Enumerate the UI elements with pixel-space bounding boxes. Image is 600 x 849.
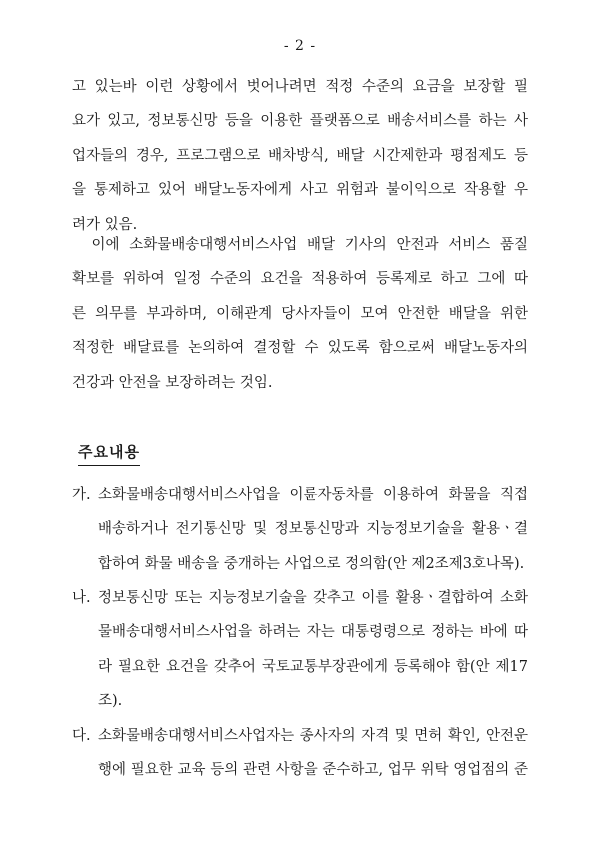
text-line: 배송하거나 전기통신망 및 정보통신망과 지능정보기술을 활용ㆍ결	[98, 521, 528, 538]
text-line: 조).	[98, 693, 123, 710]
text-line: 라 필요한 요건을 갖추어 국토교통부장관에게 등록해야 함(안 제17	[98, 658, 528, 675]
text-line: 적정한 배달료를 논의하여 결정할 수 있도록 함으로써 배달노동자의	[72, 340, 528, 357]
text-line: 건강과 안전을 보장하려는 것임.	[72, 374, 273, 391]
text-line: 확보를 위하여 일정 수준의 요건을 적용하여 등록제로 하고 그에 따	[72, 271, 528, 288]
list-item	[72, 719, 528, 788]
text-line: 합하여 화물 배송을 중개하는 사업으로 정의함(안 제2조제3호나목).	[98, 555, 525, 572]
item-marker: 가.	[72, 487, 91, 503]
text-line: 을 통제하고 있어 배달노동자에게 사고 위험과 불이익으로 작용할 우	[72, 182, 528, 199]
list-item	[72, 478, 528, 581]
text-line: 물배송대행서비스사업을 하려는 자는 대통령령으로 정하는 바에 따	[98, 624, 528, 641]
page-number: - 2 -	[283, 38, 317, 54]
item-marker: 다.	[72, 728, 91, 744]
text-line: 소화물배송대행서비스사업을 이륜자동차를 이용하여 화물을 직접	[98, 487, 528, 503]
text-line: 려가 있음.	[72, 216, 138, 233]
text-line: 이에 소화물배송대행서비스사업 배달 기사의 안전과 서비스 품질	[72, 237, 528, 253]
section-title-text: 주요내용	[78, 441, 140, 466]
paragraph-background	[72, 70, 528, 242]
text-line: 행에 필요한 교육 등의 관련 사항을 준수하고, 업무 위탁 영업점의 준	[98, 762, 528, 779]
text-line: 고 있는바 이런 상황에서 벗어나려면 적정 수준의 요금을 보장할 필	[72, 79, 528, 95]
text-line: 정보통신망 또는 지능정보기술을 갖추고 이를 활용ㆍ결합하여 소화	[98, 590, 528, 606]
item-marker: 나.	[72, 590, 91, 606]
text-line: 업자들의 경우, 프로그램으로 배차방식, 배달 시간제한과 평점제도 등	[72, 147, 528, 164]
text-line: 요가 있고, 정보통신망 등을 이용한 플랫폼으로 배송서비스를 하는 사	[72, 113, 528, 130]
paragraph-purpose	[72, 228, 528, 400]
text-line: 른 의무를 부과하며, 이해관계 당사자들이 모여 안전한 배달을 위한	[72, 305, 528, 322]
list-item	[72, 581, 528, 719]
section-title	[78, 441, 140, 466]
text-line: 소화물배송대행서비스사업자는 종사자의 자격 및 면허 확인, 안전운	[98, 728, 528, 744]
